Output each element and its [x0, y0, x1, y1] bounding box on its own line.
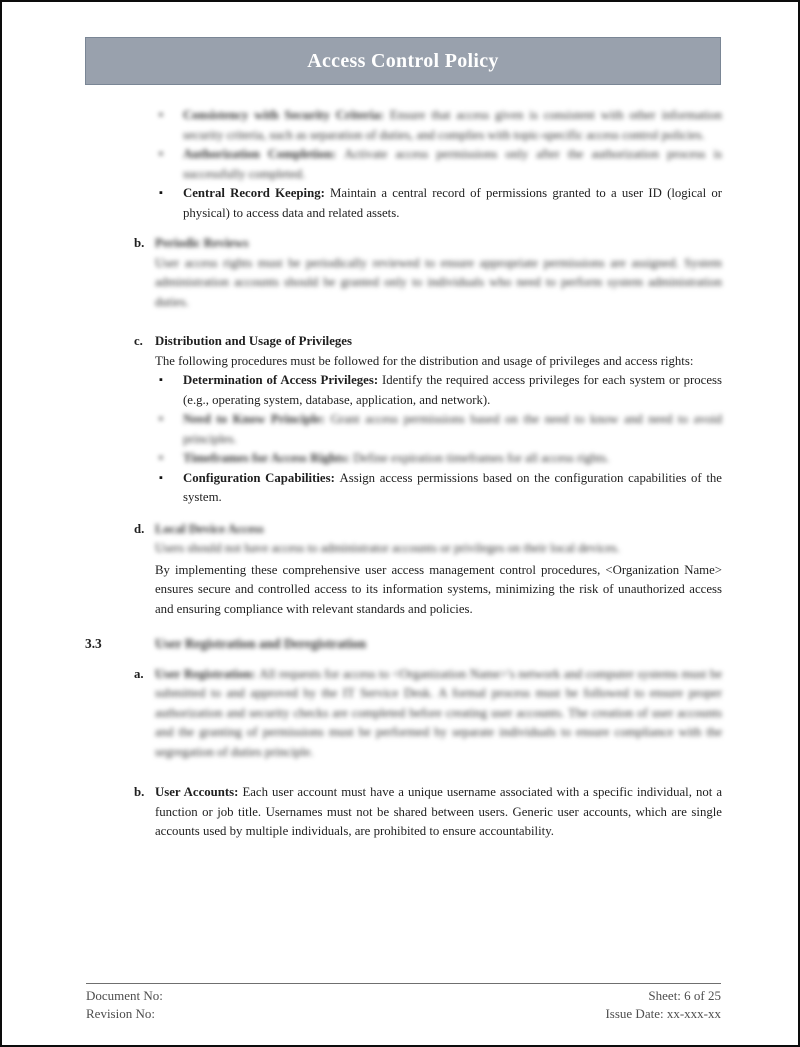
page-content [85, 106, 722, 842]
bullet-lead: Configuration Capabilities: [183, 470, 340, 485]
bullet-lead: Authorization Completion: [183, 147, 345, 161]
item-label: c. [134, 334, 143, 348]
closing-paragraph: By implementing these comprehensive user access management control procedures, <Organization Name> ensures secure and controlled access to its information systems, minimizing the risk of unauthorized access and ensuring compliance with relevant standards and policies. [155, 562, 722, 616]
privileges-bullet-list [155, 371, 722, 508]
item-label: d. [134, 521, 145, 536]
item-content [155, 665, 722, 763]
item-c-distribution-privileges [85, 332, 722, 508]
section-3-3-heading [85, 634, 722, 654]
bullet-lead: Central Record Keeping: [183, 186, 331, 200]
intro-bullet-list [85, 106, 722, 223]
item-b-periodic-reviews [85, 234, 722, 312]
bullet-text: Assign access permissions based on the configuration capabilities of the system. [183, 470, 722, 504]
footer-issue-date: Issue Date: xx-xxx-xx [605, 1005, 721, 1021]
page-footer [86, 983, 721, 1022]
footer-left [86, 987, 163, 1022]
bullet-text: Identify the required access privileges for each system or process (e.g., operating system, database, application, and network). [183, 373, 722, 407]
bullet-text: Define expiration timeframes for all access rights. [353, 451, 610, 465]
bullet-lead: Consistency with Security Criteria: [183, 108, 390, 122]
item-lead: User Accounts: [155, 785, 243, 799]
bullet-configuration [157, 469, 722, 508]
item-body: Users should not have access to administrator accounts or privileges on their local devices. [155, 541, 620, 555]
title-bar [85, 37, 721, 85]
item-label: b. [134, 236, 145, 250]
item-heading: Distribution and Usage of Privileges [155, 334, 352, 348]
bullet-text: Maintain a central record of permissions granted to a user ID (logical or physical) to access data and related assets. [183, 186, 722, 220]
item-body: The following procedures must be followed for the distribution and usage of privileges and access rights: [155, 353, 694, 368]
bullet-need-to-know [157, 410, 722, 449]
bullet-text: Activate access permissions only after the authorization process is successfully completed. [183, 147, 722, 181]
item-content [155, 783, 722, 842]
section-number: 3.3 [85, 636, 102, 651]
footer-revision-no: Revision No: [86, 1005, 155, 1021]
item-text: Each user account must have a unique username associated with a specific individual, not a function or job title. Usernames must not be shared between users. Generic user accounts, which are single accounts used by multiple individuals, are prohibited to ensure accountability. [155, 785, 722, 838]
bullet-timeframes [157, 449, 722, 469]
item-content [155, 520, 722, 559]
section-title: User Registration and Deregistration [155, 636, 367, 651]
item-label: a. [134, 666, 144, 681]
item-heading: Periodic Reviews [155, 236, 249, 250]
item-a-user-registration [85, 665, 722, 763]
bullet-text: Ensure that access given is consistent with other information security criteria, such as separation of duties, and complies with topic-specific access control policies. [183, 108, 722, 142]
item-text: All requests for access to <Organization Name>'s network and computer systems must be submitted to and approved by the IT Service Desk. A formal process must be followed to ensure proper authorization and security checks are completed before creating user accounts. The creation of user accounts and the granting of permissions must be performed by separate individuals to ensure compliance with the segregation of duties principle. [155, 666, 722, 759]
footer-document-no: Document No: [86, 988, 163, 1003]
item-lead: User Registration: [155, 666, 260, 681]
bullet-lead: Timeframes for Access Rights: [183, 451, 354, 465]
item-content [155, 234, 722, 312]
page-title: Access Control Policy [307, 49, 499, 72]
bullet-consistency [157, 106, 722, 145]
item-d-local-device-access [85, 520, 722, 559]
bullet-lead: Need to Know Principle: [183, 412, 331, 426]
bullet-text: Grant access permissions based on the need to know and need to avoid principles. [183, 412, 722, 446]
bullet-authorization [157, 145, 722, 184]
item-b-user-accounts [85, 783, 722, 842]
item-heading: Local Device Access [155, 521, 264, 536]
bullet-lead: Determination of Access Privileges: [183, 373, 382, 387]
footer-sheet: Sheet: 6 of 25 [648, 988, 721, 1003]
item-label: b. [134, 785, 145, 799]
bullet-central-record [157, 184, 722, 223]
footer-right [605, 987, 721, 1022]
item-body: User access rights must be periodically reviewed to ensure appropriate permissions are assigned. System administration accounts should be granted only to individuals who need to perform system administration duties. [155, 255, 722, 309]
item-content [155, 332, 722, 508]
bullet-determination [157, 371, 722, 410]
